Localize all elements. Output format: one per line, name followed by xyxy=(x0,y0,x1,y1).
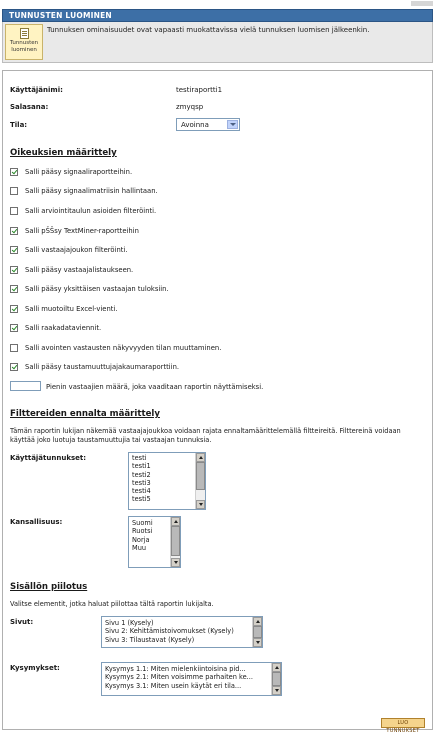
permission-checkbox[interactable] xyxy=(10,285,18,293)
list-item[interactable]: Norja xyxy=(132,535,150,544)
password-value: zmyqsp xyxy=(176,103,204,111)
scroll-down-icon[interactable] xyxy=(171,558,180,567)
permission-label: Salli arviointitaulun asioiden filteröinti. xyxy=(25,207,157,215)
create-accounts-submit-button[interactable]: LUO TUNNUKSET xyxy=(381,718,425,728)
chevron-down-icon[interactable] xyxy=(227,120,238,129)
list-item[interactable]: Kysymys 2.1: Miten voisimme parhaiten ke... xyxy=(105,673,253,682)
scroll-thumb[interactable] xyxy=(196,462,205,490)
scroll-up-icon[interactable] xyxy=(253,617,262,626)
permission-label: Salli pääsy yksittäisen vastaajan tuloksiin. xyxy=(25,285,169,293)
permission-checkbox[interactable] xyxy=(10,266,18,274)
pages-listbox[interactable] xyxy=(101,616,263,648)
top-strip-corner xyxy=(411,1,433,6)
list-item[interactable]: Sivu 1 (Kysely) xyxy=(105,619,154,627)
nationality-scrollbar[interactable] xyxy=(170,517,180,567)
scroll-thumb[interactable] xyxy=(272,672,281,686)
list-item[interactable]: testi4 xyxy=(132,487,151,496)
list-item[interactable]: Suomi xyxy=(132,519,153,527)
list-item[interactable]: Kysymys 1.1: Miten mielenkiintoisina pid... xyxy=(105,665,246,673)
permission-label: Salli muotoiltu Excel-vienti. xyxy=(25,305,118,313)
permission-checkbox[interactable] xyxy=(10,344,18,352)
nationality-listbox[interactable] xyxy=(128,516,181,568)
permission-label: Salli pääsy taustamuuttujajakaumaraporttiin. xyxy=(25,363,180,371)
hiding-description: Valitse elementit, jotka haluat piilottaa tältä raportin lukijalta. xyxy=(10,600,214,608)
scroll-up-icon[interactable] xyxy=(171,517,180,526)
state-select-value: Avoinna xyxy=(181,121,209,129)
scroll-up-icon[interactable] xyxy=(272,663,281,672)
create-accounts-button[interactable] xyxy=(5,24,43,60)
permission-label: Salli avointen vastausten näkyvyyden tilan muuttaminen. xyxy=(25,344,222,352)
questions-label: Kysymykset: xyxy=(10,664,60,672)
info-bar xyxy=(2,22,433,63)
users-label: Käyttäjätunnukset: xyxy=(10,454,87,462)
password-label: Salasana: xyxy=(10,103,49,111)
window-title: TUNNUSTEN LUOMINEN xyxy=(9,11,112,20)
scroll-down-icon[interactable] xyxy=(272,686,281,695)
username-label: Käyttäjänimi: xyxy=(10,86,63,94)
list-item[interactable]: Kysymys 3.1: Miten usein käytät eri tila... xyxy=(105,681,242,690)
state-select[interactable] xyxy=(176,118,240,131)
list-item[interactable]: Sivu 3: Tilaustavat (Kysely) xyxy=(105,635,195,644)
list-item[interactable]: Sivu 2: Kehittämistoivomukset (Kysely) xyxy=(105,627,234,636)
username-value: testiraportti1 xyxy=(176,86,223,94)
scroll-thumb[interactable] xyxy=(253,626,262,638)
window-titlebar xyxy=(2,9,433,22)
create-accounts-button-label: Tunnusten luominen xyxy=(9,40,39,53)
filters-description: Tämän raportin lukijan näkemää vastaajajoukkoa voidaan rajata ennaltamäärittelemällä filtteireitä. Filttereinä voidaan käyttää joko luotuja taustamuuttujia tai vastaajan tunnuksia. xyxy=(10,427,401,444)
list-item[interactable]: testi xyxy=(132,454,147,462)
info-message: Tunnuksen ominaisuudet ovat vapaasti muokattavissa vielä tunnuksen luomisen jälkeenkin. xyxy=(47,26,370,34)
scroll-thumb[interactable] xyxy=(171,526,180,556)
min-respondents-input[interactable] xyxy=(10,381,41,391)
permission-checkbox[interactable] xyxy=(10,305,18,313)
questions-listbox[interactable] xyxy=(101,662,282,696)
permission-label: Salli pääsy signaalimatriisin hallintaan. xyxy=(25,187,158,195)
permission-checkbox[interactable] xyxy=(10,246,18,254)
min-respondents-label: Pienin vastaajien määrä, joka vaaditaan raportin näyttämiseksi. xyxy=(46,383,264,391)
pages-scrollbar[interactable] xyxy=(252,617,262,647)
nationality-label: Kansallisuus: xyxy=(10,518,63,526)
permissions-header: Oikeuksien määrittely xyxy=(10,148,117,158)
list-item[interactable]: testi1 xyxy=(132,462,151,471)
permission-checkbox[interactable] xyxy=(10,363,18,371)
document-icon xyxy=(20,28,29,39)
permission-label: Salli raakadataviennit. xyxy=(25,324,102,332)
list-item[interactable]: testi2 xyxy=(132,470,151,479)
users-scrollbar[interactable] xyxy=(195,453,205,509)
hiding-header: Sisällön piilotus xyxy=(10,582,88,592)
users-listbox[interactable] xyxy=(128,452,206,510)
permission-label: Salli pŠŠsy TextMiner-raportteihin xyxy=(25,227,139,235)
state-label: Tila: xyxy=(10,121,28,129)
list-item[interactable]: Ruotsi xyxy=(132,527,153,536)
questions-scrollbar[interactable] xyxy=(271,663,281,695)
top-strip xyxy=(2,1,433,6)
list-item[interactable]: testi3 xyxy=(132,478,151,487)
list-item[interactable]: Muu xyxy=(132,543,147,552)
permission-label: Salli pääsy vastaajalistaukseen. xyxy=(25,266,134,274)
permission-checkbox[interactable] xyxy=(10,168,18,176)
permission-checkbox[interactable] xyxy=(10,227,18,235)
scroll-down-icon[interactable] xyxy=(253,638,262,647)
permission-label: Salli pääsy signaaliraportteihin. xyxy=(25,168,133,176)
pages-label: Sivut: xyxy=(10,618,34,626)
list-item[interactable]: testi5 xyxy=(132,495,151,504)
permission-checkbox[interactable] xyxy=(10,207,18,215)
scroll-up-icon[interactable] xyxy=(196,453,205,462)
scroll-down-icon[interactable] xyxy=(196,500,205,509)
permission-label: Salli vastaajajoukon filteröinti. xyxy=(25,246,128,254)
filters-header: Filttereiden ennalta määrittely xyxy=(10,409,160,419)
permission-checkbox[interactable] xyxy=(10,324,18,332)
permission-checkbox[interactable] xyxy=(10,187,18,195)
